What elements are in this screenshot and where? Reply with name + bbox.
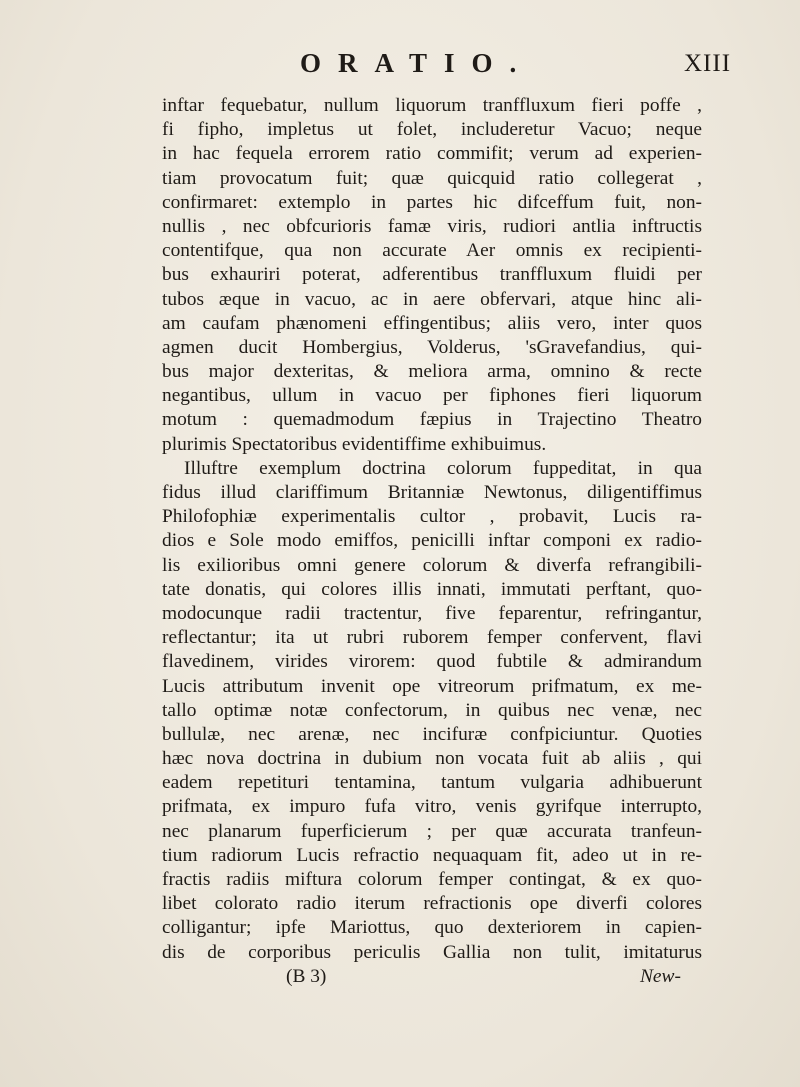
text-line: dios e Sole modo emiffos, penicilli inftar componi ex radio- [162,530,702,552]
paragraph-start-line: Illuftre exemplum doctrina colorum fuppeditat, in qua [184,457,702,479]
text-line: modocunque radii tractentur, five feparentur, refringantur, [162,602,702,624]
running-head [0,48,800,88]
text-line: tubos æque in vacuo, ac in aere obfervari, atque hinc ali- [162,288,702,310]
text-line: tate donatis, qui colores illis innati, immutati perftant, quo- [162,578,702,600]
text-line: nullis , nec obfcurioris famæ viris, rudiori antlia inftructis [162,215,702,237]
text-line: Lucis attributum invenit ope vitreorum prifmatum, ex me- [162,675,702,697]
text-line: dis de corporibus periculis Gallia non tulit, imitaturus [162,941,702,963]
text-line: fi fipho, impletus ut folet, includeretur Vacuo; neque [162,119,702,141]
text-line: fidus illud clariffimum Britanniæ Newtonus, diligentiffimus [162,482,702,503]
text-line: Philofophiæ experimentalis cultor , probavit, Lucis ra- [162,506,702,528]
text-line: reflectantur; ita ut rubri ruborem femper confervent, flavi [162,627,702,649]
text-line: prifmata, ex impuro fufa vitro, venis gyrifque interrupto, [162,796,702,818]
text-line: flavedinem, virides virorem: quod fubtile & admirandum [162,651,702,673]
text-line: hæc nova doctrina in dubium non vocata fuit ab aliis , qui [162,748,702,770]
text-line: tium radiorum Lucis refractio nequaquam fit, adeo ut in re- [162,844,702,866]
text-line: plurimis Spectatoribus evidentiffime exhibuimus. [162,433,547,455]
text-line: agmen ducit Hombergius, Volderus, 'sGravefandius, qui- [162,336,702,358]
text-line: motum : quemadmodum fæpius in Trajectino Theatro [162,409,702,431]
text-line: in hac fequela errorem ratio commifit; verum ad experien- [162,143,702,165]
text-line: inftar fequebatur, nullum liquorum tranffluxum fieri poffe , [162,95,702,116]
text-line: am caufam phænomeni effingentibus; aliis vero, inter quos [162,312,702,334]
text-line: lis exilioribus omni genere colorum & diverfa refrangibili- [162,554,702,576]
page-number: XIII [684,50,732,77]
footer-line [162,965,702,989]
signature-mark: (B 3) [286,965,327,987]
text-line: nec planarum fuperficierum ; per quæ accurata tranfeun- [162,820,702,842]
text-line: confirmaret: extemplo in partes hic difceffum fuit, non- [162,191,702,213]
text-line: tallo optimæ notæ confectorum, in quibus nec venæ, nec [162,699,702,721]
text-line: tiam provocatum fuit; quæ quicquid ratio collegerat , [162,167,702,189]
body-text [162,94,702,989]
text-line: bus exhauriri poterat, adferentibus tranffluxum fluidi per [162,264,702,286]
text-line: bus major dexteritas, & meliora arma, omnino & recte [162,361,702,383]
text-line: fractis radiis miftura colorum femper contingat, & ex quo- [162,869,702,890]
text-line: contentifque, qua non accurate Aer omnis ex recipienti- [162,240,702,262]
text-line: bullulæ, nec arenæ, nec incifuræ confpiciuntur. Quoties [162,723,702,745]
text-line: negantibus, ullum in vacuo per fiphones fieri liquorum [162,385,702,407]
text-line: eadem repetituri tentamina, tantum vulgaria adhibuerunt [162,772,702,794]
catchword: New- [640,965,681,987]
text-line: colligantur; ipfe Mariottus, quo dexteriorem in capien- [162,917,702,939]
text-line: libet colorato radio iterum refractionis ope diverfi colores [162,893,702,915]
running-title: ORATIO. [300,48,534,78]
